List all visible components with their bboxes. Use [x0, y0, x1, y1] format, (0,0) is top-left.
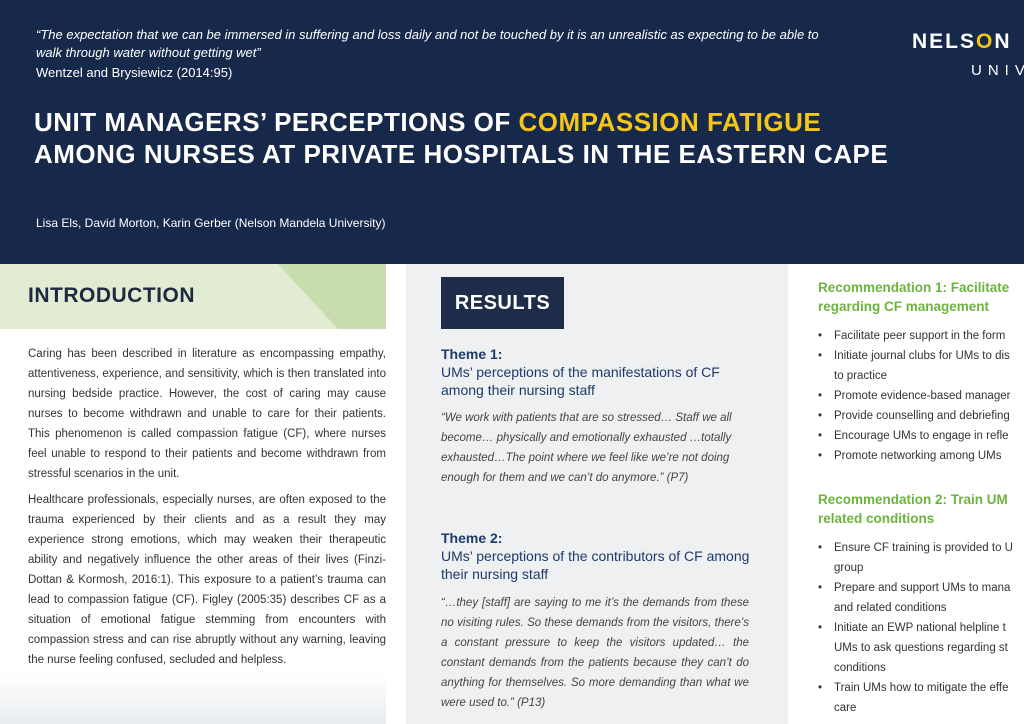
- results-heading: RESULTS: [454, 292, 551, 314]
- list-item-continuation: and related conditions: [834, 602, 947, 614]
- recommendation2-list: [818, 538, 1013, 718]
- theme2-quote: “…they [staff] are saying to me it’s the demands from these no visiting rules. So these demands from the visitors, there’s a constant pressure to keep the visitors updated… the constant demands from the patients because they can’t do anything for themselves. So more demanding than what we were used to.” (P13): [441, 597, 749, 709]
- list-item: • Provide counselling and debriefing: [818, 406, 1010, 426]
- list-item: • Promote evidence-based manager: [818, 386, 1010, 406]
- list-item-continuation: group: [834, 562, 864, 574]
- recommendation1-list: [818, 326, 1010, 466]
- introduction-heading: INTRODUCTION: [28, 284, 195, 307]
- authors: Lisa Els, David Morton, Karin Gerber (Nelson Mandela University): [36, 216, 386, 230]
- theme2-label: Theme 2:: [441, 530, 503, 546]
- logo-text-start: NELS: [912, 30, 977, 53]
- title-highlight: COMPASSION FATIGUE: [518, 107, 822, 137]
- poster-title: [34, 106, 934, 170]
- header-quote: “The expectation that we can be immersed in suffering and loss daily and not be touched by it is an unrealistic as expecting to be able to walk through water without getting wet”: [36, 27, 819, 60]
- results-column: [406, 264, 788, 724]
- list-item: • Train UMs how to mitigate the effe: [818, 678, 1013, 698]
- list-item-continuation: to practice: [834, 370, 888, 382]
- list-item: • Initiate journal clubs for UMs to dis: [818, 346, 1010, 366]
- introduction-band: [0, 264, 386, 329]
- list-item-continuation: UMs to ask questions regarding st: [834, 642, 1008, 654]
- list-item: • Prepare and support UMs to mana: [818, 578, 1013, 598]
- decorative-footer-image: [0, 674, 386, 724]
- list-item: • Encourage UMs to engage in refle: [818, 426, 1010, 446]
- logo-subtext: UNIV: [971, 62, 1031, 79]
- list-item: • Ensure CF training is provided to U: [818, 538, 1013, 558]
- results-heading-box: [441, 277, 564, 329]
- recommendations-column: [788, 264, 1024, 724]
- theme2-title: UMs’ perceptions of the contributors of CF among their nursing staff: [441, 548, 750, 582]
- logo-o: O: [976, 30, 995, 53]
- introduction-column: [0, 264, 386, 724]
- logo-text-end: N: [994, 30, 1012, 53]
- title-part2: AMONG NURSES AT PRIVATE HOSPITALS IN THE EASTERN CAPE: [34, 139, 889, 169]
- introduction-paragraph-1: Caring has been described in literature as encompassing empathy, attentiveness, experience, and sensitivity, which is then translated into nursing bedside practice. However, the cost of caring may cause nurses to become withdrawn and unable to care for their patients. This phenomenon is called compassion fatigue (CF), where nurses feel unable to respond to their patients and become withdrawn from stressful scenarios in the unit.: [28, 348, 386, 480]
- title-part1: UNIT MANAGERS’ PERCEPTIONS OF: [34, 107, 519, 137]
- list-item-continuation: care: [834, 702, 857, 714]
- list-item: • Facilitate peer support in the form: [818, 326, 1010, 346]
- university-logo: [912, 30, 1012, 54]
- introduction-paragraph-2: Healthcare professionals, especially nurses, are often exposed to the trauma experienced by their clients and as a result they may experience strong emotions, which may weaken their therapeutic ability and negatively influence the other areas of their lives (Finzi-Dottan & Kormosh, 2016:1). This exposure to a patient’s trauma can lead to compassion fatigue (CF). Figley (2005:35) describes CF as a situation of emotional fatigue stemming from encounters with compassion stress and can rise abruptly without any warning, leaving the nurse feeling confused, secluded and helpless.: [28, 494, 386, 666]
- list-item: • Initiate an EWP national helpline t: [818, 618, 1013, 638]
- theme1-label: Theme 1:: [441, 346, 503, 362]
- recommendation2-title: Recommendation 2: Train UM related conditions: [818, 492, 1008, 526]
- recommendation1-title: Recommendation 1: Facilitate regarding CF management: [818, 280, 1010, 314]
- list-item: • Promote networking among UMs: [818, 446, 1010, 466]
- theme1-quote: “We work with patients that are so stressed… Staff we all become… physically and emotionally exhausted …totally exhausted…The point where we feel like we’re not doing enough for them and we can’t do anymore.” (P7): [441, 412, 732, 484]
- quote-citation: Wentzel and Brysiewicz (2014:95): [36, 65, 233, 80]
- theme1-title: UMs’ perceptions of the manifestations of CF among their nursing staff: [441, 364, 720, 398]
- list-item-continuation: conditions: [834, 662, 886, 674]
- poster-header: [0, 0, 1031, 264]
